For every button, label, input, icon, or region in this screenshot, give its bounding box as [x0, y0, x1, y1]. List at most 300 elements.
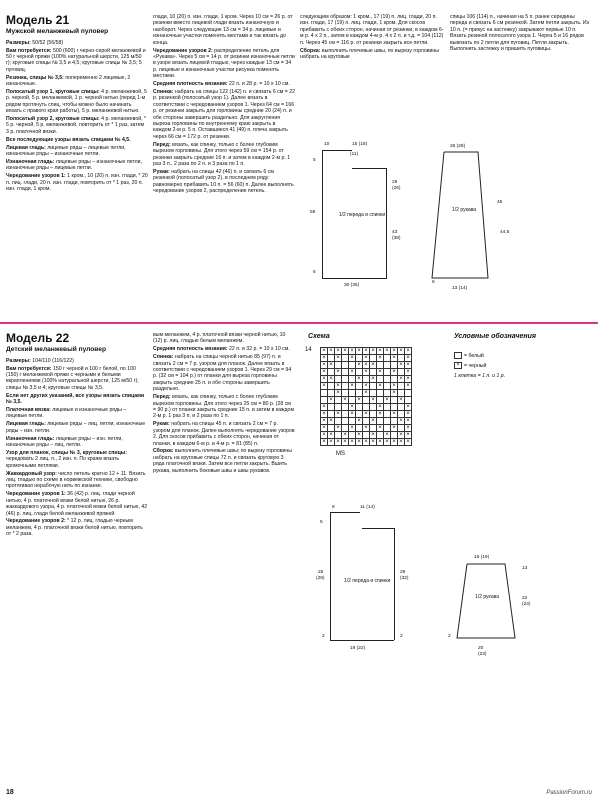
chart-cell: ×: [370, 418, 377, 425]
chart-cell: [356, 383, 363, 390]
model21-column-2: [153, 14, 295, 196]
chart-cell: ×: [398, 348, 405, 355]
chart-cell: [342, 369, 349, 376]
chart-cell: ×: [349, 411, 356, 418]
chart-cell: ×: [328, 362, 335, 369]
chart-cell: ×: [405, 376, 412, 383]
model21-dim-label: 10: [324, 142, 330, 147]
chart-cell: [356, 355, 363, 362]
chart-cell: ×: [342, 432, 349, 439]
chart-cell: [398, 369, 405, 376]
instruction-heading: Резинка, спицы № 3,5:: [6, 74, 64, 81]
instruction-text: вязать, как спинку, только с более глубоким вырезом горловины. Для этого через 59 см = 154 р. от резинки закрыть средние 16 п. и затем в каждом 2-м р. 1 раз 3 п., 2 раза по 2 п. и 3 раза по 1 п.: [153, 141, 291, 167]
legend-white-label: = белый: [464, 352, 484, 359]
model22-dim-label: 29: [400, 570, 406, 575]
chart-cell: ×: [405, 418, 412, 425]
instruction-heading: Рукав:: [153, 421, 170, 428]
instruction-paragraph: [153, 332, 295, 345]
chart-cell: ×: [349, 369, 356, 376]
chart-cell: [349, 397, 356, 404]
chart-cell: [342, 390, 349, 397]
instruction-text: глади, 10 (20) п. изн. глади, 1 кром. Через 10 см = 26 р. от резинки вместо лицевой глади вязать изнаночную и наоборот. Через следующие 13 см = 34 р. лицевые и изнаночные участки поменять местами и так вязать до конца.: [153, 14, 293, 46]
chart-cell: [370, 369, 377, 376]
chart-cell: [342, 411, 349, 418]
chart-cell: ×: [363, 355, 370, 362]
chart-cell: [321, 390, 328, 397]
chart-cell: ×: [405, 355, 412, 362]
chart-cell: [356, 390, 363, 397]
instruction-paragraph: [153, 354, 295, 392]
instruction-heading: Средняя плотность вязания:: [153, 346, 228, 353]
model22-title: Модель 22: [6, 331, 70, 345]
chart-cell: [370, 425, 377, 432]
chart-cell: ×: [363, 411, 370, 418]
chart-cell: ×: [398, 397, 405, 404]
chart-cell: ×: [335, 369, 342, 376]
instruction-paragraph: [300, 14, 445, 46]
instruction-text: 4 р. меланжевой, * 5 р. черной, 5 р. меланжевой, повторить от * 1 раз, затем 3 р. платочной вязки.: [6, 116, 147, 135]
chart-cell: ×: [405, 404, 412, 411]
chart-cell: ×: [363, 383, 370, 390]
chart-cell: [328, 390, 335, 397]
chart-cell: ×: [384, 432, 391, 439]
instruction-heading: Полосатый узор 1, круговые спицы:: [6, 88, 100, 95]
chart-cell: [370, 355, 377, 362]
chart-cell: ×: [335, 383, 342, 390]
instruction-paragraph: [153, 81, 295, 87]
chart-cell: ×: [328, 348, 335, 355]
chart-cell: ×: [384, 439, 391, 446]
chart-cell: ×: [321, 418, 328, 425]
model22-dim-label: (24): [522, 602, 531, 607]
chart-cell: [377, 432, 384, 439]
schema-title: Схема: [308, 333, 330, 340]
model22-sleeve-outline: [455, 562, 517, 642]
model21-dim-label: 44,5: [500, 230, 510, 235]
model22-dim-label: 19 (22): [350, 646, 366, 651]
chart-cell: [349, 390, 356, 397]
chart-cell: [405, 390, 412, 397]
model21-dim-label: 13 (14): [452, 286, 468, 291]
instruction-heading: Платочная вязка:: [6, 406, 51, 413]
white-swatch-icon: [454, 352, 462, 359]
instruction-paragraph: [6, 366, 148, 392]
chart-cell: [342, 383, 349, 390]
chart-cell: ×: [405, 369, 412, 376]
instruction-text: набрать на спицы 45 п. и связать 2 см = 7 р. узором для планок. Далее выполнять чередование узоров 2. Для скосов прибавить с обеих сторон, начиная от планки, в каждом 6-м р. и 4-м р. = 81 (85) п.: [153, 421, 295, 447]
model22-col2-text: [153, 332, 295, 474]
instruction-paragraph: [6, 421, 148, 434]
instruction-heading: Размеры:: [6, 39, 31, 46]
chart-cell: ×: [391, 425, 398, 432]
model21-column-1: [6, 14, 148, 194]
instruction-paragraph: [6, 358, 148, 364]
model22-dim-label: 20: [478, 646, 484, 651]
instruction-text: выполнить плечевые швы; по вырезу горловины набрать на круговые спицы 72 п. и связать круговую 3 ряда платочной вязки. Затем все петли закрыть. Вшить рукава, выполнить боковые швы и швы рукавов.: [153, 448, 292, 474]
chart-cell: ×: [335, 411, 342, 418]
legend-black-label: = черный: [464, 362, 487, 369]
instruction-heading: Лицевая гладь:: [6, 144, 46, 151]
legend-black: [454, 362, 486, 369]
chart-cell: [398, 425, 405, 432]
chart-cell: ×: [356, 362, 363, 369]
instruction-text: 50/52 (56/58): [30, 39, 64, 46]
chart-cell: ×: [321, 425, 328, 432]
instruction-paragraph: [6, 491, 148, 517]
instruction-text: выполнить плечевые швы, по вырезу горловины набрать на круговые: [300, 47, 439, 60]
instruction-text: распределение петель для «Рукава». Через 5 см = 14 р. от резинки изнаночные петли в узоре вязать лицевой гладью, через каждые 13 см = 34 р. лицевые и изнаночные участки рисунка поменять местами.: [153, 47, 295, 80]
instruction-heading: Перед:: [153, 141, 171, 148]
chart-cell: ×: [405, 411, 412, 418]
chart-cell: [328, 369, 335, 376]
chart-cell: [356, 411, 363, 418]
instruction-text: 36 (42) р. лиц. глади черной нитью, 4 р. платочной вязки белой нитью, 26 р. жаккардового узора, 4 р. платочной вязки белой нитью, 42 (46) р. лиц. глади белой меланжевой пряжей.: [6, 491, 148, 517]
instruction-text: набрать на спицы 42 (46) п. и связать 6 см резинкой (полосатый узор 2), в последнем ряду равномерно прибавить 10 п. = 56 (60) п. Далее выполнять чередование узоров 2, распределение петель.: [153, 168, 294, 195]
instruction-paragraph: [153, 448, 295, 474]
chart-cell: [335, 404, 342, 411]
chart-cell: ×: [335, 355, 342, 362]
chart-row-number: 14: [305, 347, 312, 353]
chart-cell: [335, 418, 342, 425]
chart-cell: ×: [391, 383, 398, 390]
model22-subtitle: Детский меланжевый пуловер: [6, 346, 106, 353]
instruction-text: спицы 106 (114) п., начиная на 5 п. ранее середины переда и связать 6 см резинкой. Затем петли закрыть. Из 10 п. (= прикус на застежку) закрывают первые 10 п. Вязать резиной полосатого узора 1. Через 5 и 16 рядов вывязать по 2 петли для пуговиц. Петли закрыть. Выполнить застежку и пришить пуговицы.: [450, 14, 590, 53]
chart-cell: ×: [363, 425, 370, 432]
instruction-heading: Чередование узоров 1:: [6, 491, 66, 498]
chart-cell: ×: [328, 376, 335, 383]
page-number: 18: [6, 789, 14, 796]
chart-cell: ×: [391, 369, 398, 376]
model21-dim-label: 30 (35): [344, 283, 360, 288]
instruction-text: набрать на спицы черной нитью 85 (97) п. и связать 2 см = 7 р. узором для планок. Далее вязать в соответствии с чередованием узоров 1. Через 29 см = 94 р. (32 см = 104 р.) от планки для выреза горловины закрыть средние 25 п. и обе стороны завершить раздельно.: [153, 354, 292, 393]
chart-cell: [384, 411, 391, 418]
instruction-paragraph: [153, 346, 295, 352]
instruction-paragraph: [153, 169, 295, 195]
chart-cell: [349, 432, 356, 439]
model22-column-2: [153, 332, 295, 476]
chart-cell: ×: [328, 432, 335, 439]
chart-cell: ×: [377, 383, 384, 390]
chart-cell: ×: [356, 439, 363, 446]
model21-sleeve-outline: [430, 150, 490, 285]
chart-cell: [384, 369, 391, 376]
instruction-paragraph: [153, 48, 295, 80]
chart-cell: [356, 425, 363, 432]
model22-dim-label: 11 (14): [360, 505, 375, 510]
model22-dim-label: 2: [322, 634, 325, 639]
chart-cell: [363, 432, 370, 439]
chart-cell: ×: [356, 348, 363, 355]
chart-cell: ×: [328, 439, 335, 446]
chart-cell: ×: [405, 362, 412, 369]
instruction-heading: Размеры:: [6, 357, 31, 364]
chart-cell: ×: [321, 376, 328, 383]
model21-dim-label: (26): [392, 186, 401, 191]
chart-cell: ×: [349, 439, 356, 446]
instruction-paragraph: [6, 137, 148, 143]
model21-front-label: 1/2 переда и спинки: [338, 212, 386, 218]
chart-cell: ×: [356, 432, 363, 439]
chart-cell: ×: [363, 362, 370, 369]
model21-column-4: [450, 14, 592, 54]
model21-subtitle: Мужской меланжевый пуловер: [6, 28, 109, 35]
model22-column-1: [6, 332, 148, 539]
instruction-heading: Сборка:: [300, 47, 321, 54]
chart-cell: ×: [335, 390, 342, 397]
model21-col2-text: [153, 14, 295, 194]
chart-ms-label: MS: [336, 451, 345, 457]
instruction-paragraph: [6, 40, 148, 46]
model21-dim-label: 45: [497, 200, 503, 205]
chart-cell: [384, 376, 391, 383]
chart-cell: [335, 362, 342, 369]
instruction-heading: Узор для планок, спицы № 3, круговые спицы:: [6, 449, 127, 456]
instruction-paragraph: [300, 48, 445, 61]
instruction-text: вязать, как спинку, только с более глубоким вырезом горловины. Для этого через 25 см = 80 р. (28 см = 90 р.) от планки закрыть средние 15 п. и затем в каждом 2-м р. 1 раз 3 п. и 2 раза по 1 п.: [153, 394, 295, 420]
chart-cell: [363, 404, 370, 411]
model21-dim-label: 28: [392, 180, 398, 185]
chart-cell: ×: [377, 369, 384, 376]
instruction-paragraph: [6, 75, 148, 88]
chart-cell: [384, 390, 391, 397]
chart-cell: [391, 397, 398, 404]
model21-dim-label: 26 (28): [450, 144, 466, 149]
chart-cell: [370, 404, 377, 411]
chart-cell: ×: [335, 439, 342, 446]
instruction-paragraph: [6, 436, 148, 449]
chart-cell: [349, 418, 356, 425]
cross-swatch-icon: ×: [454, 362, 462, 369]
chart-cell: [328, 355, 335, 362]
chart-cell: [328, 383, 335, 390]
chart-cell: ×: [321, 439, 328, 446]
chart-cell: [377, 418, 384, 425]
chart-cell: [349, 362, 356, 369]
chart-cell: ×: [391, 411, 398, 418]
instruction-paragraph: [6, 393, 148, 406]
chart-cell: ×: [398, 432, 405, 439]
chart-cell: ×: [398, 376, 405, 383]
instruction-paragraph: [6, 407, 148, 420]
instruction-text: * 12 р. лиц. гладью черным меланжем, 4 р. платочной вязки белой нитью, повторить от * 2 раза.: [6, 518, 143, 538]
instruction-paragraph: [6, 450, 148, 469]
instruction-text: 104/110 (116/122): [30, 357, 74, 364]
instruction-heading: Вам потребуется:: [6, 47, 52, 54]
instruction-heading: Изнаночная гладь:: [6, 159, 55, 165]
instruction-text: 22 п. и 32 р. = 10 х 10 см.: [227, 346, 290, 353]
instruction-text: лицевые ряды – изнаночные петли, изнаночные ряды – лицевые петли.: [6, 159, 142, 172]
chart-cell: ×: [391, 439, 398, 446]
instruction-paragraph: [6, 471, 148, 490]
chart-cell: ×: [356, 397, 363, 404]
chart-cell: [391, 404, 398, 411]
chart-cell: [384, 418, 391, 425]
model21-dim-label: 59: [310, 210, 316, 215]
instruction-paragraph: [6, 89, 148, 115]
model22-dim-label: 13: [522, 566, 528, 571]
chart-cell: ×: [384, 397, 391, 404]
instruction-heading: Полосатый узор 2, круговые спицы:: [6, 116, 100, 123]
model21-col4-text: [450, 14, 592, 52]
chart-cell: ×: [377, 425, 384, 432]
chart-cell: [398, 390, 405, 397]
chart-cell: [370, 383, 377, 390]
chart-cell: [398, 404, 405, 411]
chart-cell: ×: [370, 376, 377, 383]
legend-white: [454, 352, 484, 359]
chart-cell: [342, 376, 349, 383]
chart-cell: [398, 411, 405, 418]
chart-cell: [342, 362, 349, 369]
instruction-paragraph: [6, 518, 148, 537]
chart-cell: [335, 397, 342, 404]
model21-dim-label: 6: [432, 280, 435, 285]
instruction-paragraph: [153, 421, 295, 447]
instruction-heading: Рукав:: [153, 168, 170, 175]
instruction-text: 1 кром., 10 (20) п. изн. глади, * 20 п. лиц. глади, 20 п. изн. глади, повторить от * 1 раз, 20 п. изн. глади, 1 кром.: [6, 173, 148, 193]
instruction-heading: Спинка:: [153, 88, 174, 95]
chart-cell: [370, 390, 377, 397]
chart-cell: [384, 355, 391, 362]
model22-dim-label: 5: [320, 520, 323, 525]
model22-dim-label: (32): [400, 576, 409, 581]
instruction-text: 500 (600) г черно-серой меланжевой и 50 г черной пряжи (100% натуральной шерсти, 125 м/50 г); круговые спицы № 3,5 и 4,5; круговые спицы № 3,5; 5 пуговиц.: [6, 47, 146, 73]
chart-cell: [321, 397, 328, 404]
chart-cell: [363, 397, 370, 404]
model22-dim-label: 2: [400, 634, 403, 639]
chart-cell: [377, 397, 384, 404]
instruction-heading: Чередование узоров 2:: [6, 518, 66, 525]
instruction-text: 4 р. меланжевой, 5 р. черной, 5 р. меланжевой, 1 р. черной нитью (перед 1-м рядом протянуть спиц. чтобы можно было начинать вязать с правого края работы), 5 р. меланжевой нитью.: [6, 88, 147, 115]
model21-col3-text: [300, 14, 445, 60]
chart-cell: ×: [321, 411, 328, 418]
chart-cell: ×: [398, 362, 405, 369]
instruction-paragraph: [6, 48, 148, 74]
chart-cell: ×: [356, 418, 363, 425]
chart-cell: ×: [349, 404, 356, 411]
instruction-text: лицевые ряды – лиц. петли, изнаночные ряды – изн. петли.: [6, 421, 146, 434]
model21-dim-label: (38): [392, 236, 401, 241]
instruction-text: следующим образом: 1 кром., 17 (19) п. лиц. глади, 20 п. изн. глади, 17 (19) п. лиц. глади, 1 кром. Для скосов прибавить с обеих сторон, начиная от резинки, в каждом 6-м р. 4 х 2 п., затем в каждом 4-м р. 4 х 2 п. и т.д. = 104 (112) п. Через 45 см = 116 р. от резинки закрыть все петли.: [300, 14, 444, 46]
instruction-text: попеременно 2 лицевые, 2 изнаночные.: [6, 74, 131, 88]
chart-cell: ×: [349, 383, 356, 390]
chart-cell: ×: [363, 348, 370, 355]
chart-cell: [384, 362, 391, 369]
chart-cell: ×: [321, 355, 328, 362]
chart-cell: [391, 362, 398, 369]
instruction-paragraph: [153, 14, 295, 46]
chart-cell: ×: [363, 439, 370, 446]
chart-cell: ×: [321, 362, 328, 369]
chart-cell: [335, 432, 342, 439]
chart-cell: ×: [335, 348, 342, 355]
instruction-heading: Жаккардовый узор:: [6, 470, 57, 477]
instruction-paragraph: [6, 116, 148, 135]
instruction-text: лицевые ряды – изн. петли, изнаночные ряды – лиц. петли.: [6, 435, 123, 448]
chart-cell: ×: [342, 439, 349, 446]
instruction-heading: Лицевая гладь:: [6, 421, 46, 428]
chart-cell: ×: [321, 383, 328, 390]
chart-cell: [342, 418, 349, 425]
instruction-paragraph: [6, 173, 148, 192]
chart-cell: ×: [405, 439, 412, 446]
chart-cell: ×: [391, 355, 398, 362]
model21-column-3: [300, 14, 445, 62]
chart-cell: [363, 418, 370, 425]
chart-cell: ×: [370, 362, 377, 369]
chart-cell: [328, 404, 335, 411]
model21-dim-label: 6: [313, 270, 316, 275]
chart-cell: ×: [384, 348, 391, 355]
section-divider: [0, 322, 598, 324]
jacquard-chart: [320, 347, 412, 446]
model22-front-label: 1/2 переда и спинки: [344, 578, 391, 584]
chart-cell: ×: [370, 432, 377, 439]
chart-cell: ×: [349, 355, 356, 362]
model21-dim-label: 5: [313, 158, 316, 163]
chart-cell: [370, 411, 377, 418]
model21-col1-text: [6, 40, 148, 193]
chart-cell: ×: [342, 397, 349, 404]
chart-cell: [342, 355, 349, 362]
chart-cell: ×: [328, 397, 335, 404]
instruction-paragraph: [153, 142, 295, 168]
chart-cell: ×: [391, 348, 398, 355]
chart-cell: [405, 397, 412, 404]
chart-cell: ×: [370, 439, 377, 446]
instruction-text: чередовать 2 лиц. п., 2 изн. п. По краям вязать кромочными петлями.: [6, 456, 120, 469]
chart-cell: ×: [342, 348, 349, 355]
chart-cell: ×: [370, 348, 377, 355]
model22-dim-label: 25: [318, 570, 324, 575]
legend-note: 1 клетка = 1 п. и 1 р.: [454, 373, 506, 379]
instruction-heading: Сборка:: [153, 448, 174, 455]
model22-dim-label: 8: [332, 505, 335, 510]
chart-cell: ×: [405, 425, 412, 432]
instruction-heading: Чередование узоров 1:: [6, 173, 66, 180]
instruction-heading: Чередование узоров 2:: [153, 47, 213, 54]
instruction-heading: Спинка:: [153, 354, 174, 361]
chart-cell: ×: [321, 404, 328, 411]
chart-cell: [398, 383, 405, 390]
site-watermark: PassionForum.ru: [546, 790, 592, 796]
model22-dim-label: 2: [448, 634, 451, 639]
chart-cell: [384, 404, 391, 411]
chart-cell: ×: [321, 348, 328, 355]
chart-cell: [335, 376, 342, 383]
chart-cell: ×: [398, 439, 405, 446]
model21-dim-label: 15 (18): [352, 142, 368, 147]
chart-cell: ×: [377, 411, 384, 418]
chart-cell: ×: [363, 390, 370, 397]
model21-dim-label: 43: [392, 230, 398, 235]
instruction-heading: Средняя плотность вязания:: [153, 81, 228, 88]
model22-dim-label: (23): [478, 652, 487, 657]
chart-cell: [342, 404, 349, 411]
chart-cell: [384, 383, 391, 390]
chart-cell: ×: [356, 376, 363, 383]
model22-sleeve-label: 1/2 рукава: [474, 594, 500, 600]
chart-cell: [377, 376, 384, 383]
chart-cell: [391, 432, 398, 439]
instruction-text: лицевые ряды – лицевые петли, изнаночные ряды – изнаночные петли.: [6, 144, 126, 158]
instruction-paragraph: [6, 159, 148, 172]
instruction-paragraph: [6, 145, 148, 158]
chart-cell: ×: [377, 355, 384, 362]
chart-cell: ×: [321, 369, 328, 376]
chart-cell: ×: [349, 425, 356, 432]
chart-cell: ×: [398, 418, 405, 425]
